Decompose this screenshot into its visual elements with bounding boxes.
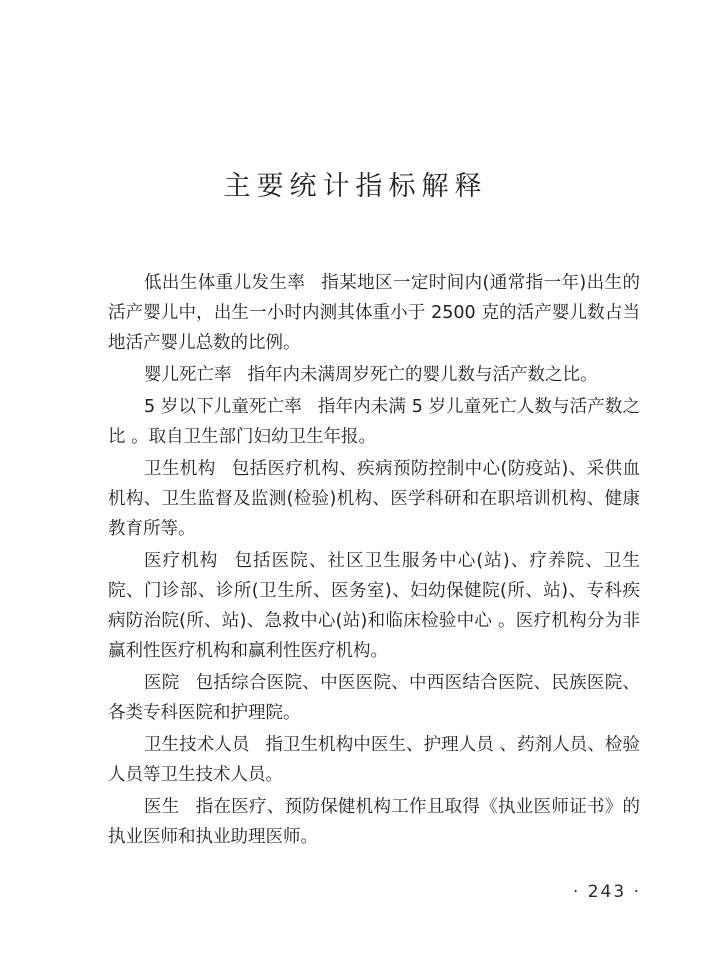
definition-health-institutions <box>108 454 640 544</box>
definition-doctors <box>108 792 640 852</box>
definition-hospitals <box>108 668 640 728</box>
definition-under5-mortality <box>108 392 640 452</box>
definition-low-birth-weight <box>108 268 640 358</box>
definition-medical-institutions <box>108 546 640 666</box>
term-label: 医院 <box>144 673 180 693</box>
definition-text: 指年内未满 5 岁儿童死亡人数与活产数之比 。取自卫生部门妇幼卫生年报。 <box>108 397 640 447</box>
term-label: 婴儿死亡率 <box>144 365 232 385</box>
definition-text: 包括医疗机构、疾病预防控制中心(防疫站)、采供血机构、卫生监督及监测(检验)机构、医学科研和在职培训机构、健康教育所等。 <box>108 459 641 539</box>
definition-text: 包括综合医院、中医医院、中西医结合医院、民族医院、各类专科医院和护理院。 <box>108 673 640 723</box>
definition-text: 包括医院、社区卫生服务中心(站)、疗养院、卫生院、门诊部、诊所(卫生所、医务室)、妇幼保健院(所、站)、专科疾病防治院(所、站)、急救中心(站)和临床检验中心 。医疗机构分为非赢利性医疗机构和赢利性医疗机构。 <box>108 551 640 661</box>
definitions-list <box>108 268 640 854</box>
definition-health-technicians <box>108 730 640 790</box>
term-label: 5 岁以下儿童死亡率 <box>144 397 302 417</box>
term-label: 卫生技术人员 <box>144 735 250 755</box>
definition-text: 指年内未满周岁死亡的婴儿数与活产数之比。 <box>247 365 598 385</box>
page-number: · 243 · <box>572 882 641 902</box>
term-label: 低出生体重儿发生率 <box>144 273 306 293</box>
definition-text: 指某地区一定时间内(通常指一年)出生的活产婴儿中，出生一小时内测其体重小于 2500 克的活产婴儿数占当地活产婴儿总数的比例。 <box>108 273 640 353</box>
definition-text: 指在医疗、预防保健机构工作且取得《执业医师证书》的执业医师和执业助理医师。 <box>108 797 640 847</box>
term-label: 医生 <box>144 797 180 817</box>
page-title: 主要统计指标解释 <box>223 171 488 203</box>
term-label: 卫生机构 <box>144 459 216 479</box>
definition-text: 指卫生机构中医生、护理人员 、药剂人员、检验人员等卫生技术人员。 <box>108 735 641 785</box>
definition-infant-mortality <box>108 360 640 390</box>
term-label: 医疗机构 <box>144 551 219 571</box>
